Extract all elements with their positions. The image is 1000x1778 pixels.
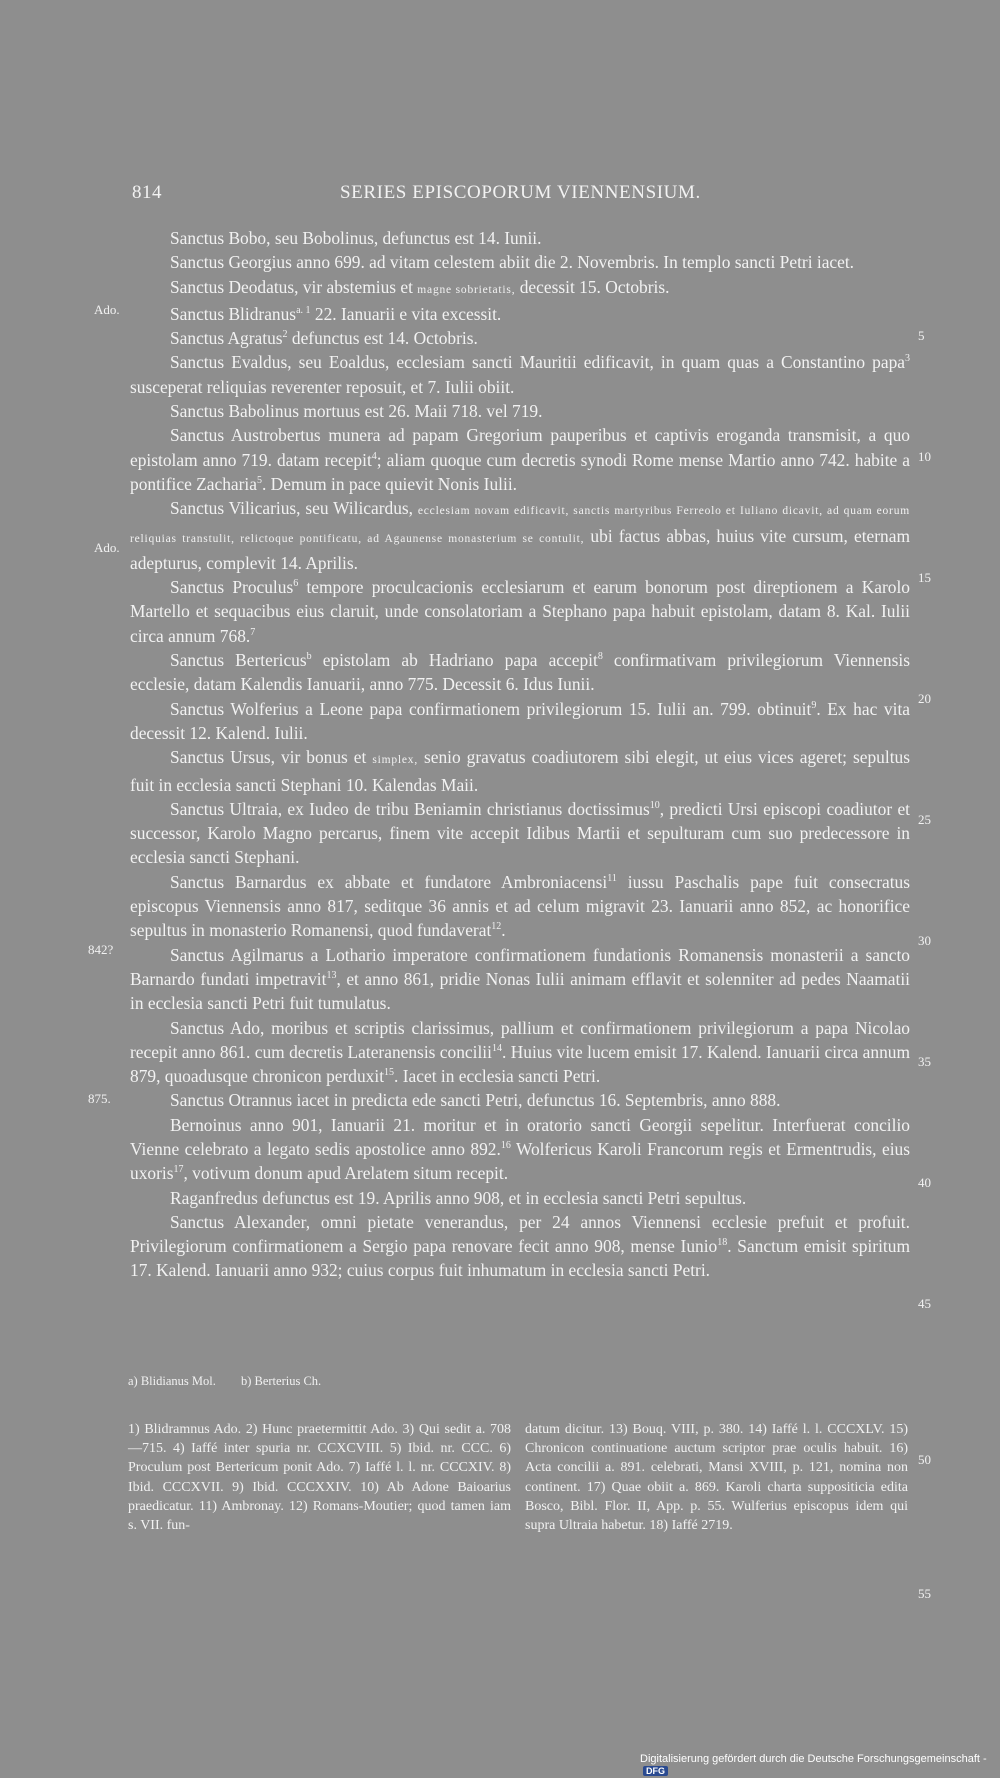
margin-note-ado-2: Ado. xyxy=(94,540,120,555)
paragraph: Raganfredus defunctus est 19. Aprilis anno 908, et in ecclesia sancti Petri sepultus. xyxy=(170,1187,747,1208)
critical-apparatus xyxy=(128,1374,343,1389)
line-number: 15 xyxy=(918,570,931,585)
apparatus-note-a: a) Blidianus Mol. xyxy=(128,1374,216,1388)
paragraph: Sanctus Babolinus mortuus est 26. Maii 718. vel 719. xyxy=(170,401,543,422)
line-number: 10 xyxy=(918,449,931,464)
paragraph: Sanctus Otrannus iacet in predicta ede sancti Petri, defunctus 16. Septembris, anno 888. xyxy=(170,1090,781,1111)
apparatus-note-b: b) Berterius Ch. xyxy=(240,1374,322,1388)
paragraph: Bernoinus anno 901, Ianuarii 21. moritur et in oratorio sancti Georgii sepelitur. Interfuerat concilio Vienne celebrato a legato sedis apostolice anno 892.16 Wolfericus Karoli Francorum regis et Ermentrudis, eius uxoris$^{17}$, votivum donum apud Arelatem situm recepit. xyxy=(130,1114,910,1184)
paragraph: Sanctus Vilicarius, seu Wilicardus, ecclesiam novam edificavit, sanctis martyribus Ferreolo et Iuliano dicavit, ad quam eorum reliquias transtulit, relictoque pontificatu, ad Agaunense monasterium se contulit, ubi factus abbas, huius vite cursum, eternam adepturus, complevit 14. Aprilis. xyxy=(130,498,910,573)
paragraph: Sanctus Alexander, omni pietate venerandus, per 24 annos Viennensi ecclesie prefuit et profuit. Privilegiorum confirmationem a Sergio papa renovare fecit anno 908, mense Iunio$^{18}$. Sanctum emisit spiritum 17. Kalend. Ianuarii anno 932; cuius corpus fuit inhumatum in ecclesia sancti Petri. xyxy=(130,1211,910,1281)
paragraph: Sanctus Proculus$^6$ tempore proculcacionis ecclesiarum et earum bonorum post direptionem a Karolo Martello et sequacibus eius claruit, unde consolatoriam a Stephano papa habuit epistolam, datam 8. Kal. Iulii circa annum 768.$^7$ xyxy=(130,577,910,646)
paragraph: Sanctus Deodatus, vir abstemius et magne sobrietatis, decessit 15. Octobris. xyxy=(170,276,670,297)
dfg-logo: DFG xyxy=(643,1766,668,1776)
line-number: 40 xyxy=(918,1175,931,1190)
line-number: 25 xyxy=(918,812,931,827)
main-text xyxy=(130,226,910,1283)
digitization-credit xyxy=(640,1753,1000,1777)
paragraph: Sanctus Ultraia, ex Iudeo de tribu Beniamin christianus doctissimus$^{10}$, predicti Ursi episcopi coadiutor et successor, Karolo Magno percarus, finem vite accepit Idibus Martii et sepulturam cum suo predecessore in ecclesia sancti Stephani. xyxy=(130,798,910,868)
paragraph: Sanctus Blidranus$^{a. 1}$ 22. Ianuarii e vita excessit. xyxy=(170,303,502,324)
credit-text: Digitalisierung gefördert durch die Deutsche Forschungsgemeinschaft - xyxy=(640,1753,987,1765)
running-title: SERIES EPISCOPORUM VIENNENSIUM. xyxy=(340,182,701,203)
paragraph: Sanctus Evaldus, seu Eoaldus, ecclesiam sancti Mauritii edificavit, in quam quas a Constantino papa$^3$ susceperat reliquias reverenter reposuit, et 7. Iulii obiit. xyxy=(130,352,910,397)
margin-note-year-842: 842? xyxy=(88,942,114,957)
line-number: 20 xyxy=(918,691,931,706)
line-number: 45 xyxy=(918,1296,931,1311)
paragraph: Sanctus Bobo, seu Bobolinus, defunctus est 14. Iunii. xyxy=(170,228,542,248)
footnotes xyxy=(128,1420,908,1535)
paragraph: Sanctus Barnardus ex abbate et fundatore Ambroniacensi$^{11}$ iussu Paschalis pape fuit consecratus episcopus Viennensis anno 817, seditque 36 annis et ad celum migravit 23. Ianuarii anno 852, ac honorifice sepultus in monasterio Romanensi, quod fundaverat$^{12}$. xyxy=(130,871,910,941)
paragraph: Sanctus Georgius anno 699. ad vitam celestem abiit die 2. Novembris. In templo sancti Petri iacet. xyxy=(170,252,855,273)
paragraph: Sanctus Bertericus$^b$ epistolam ab Hadriano papa accepit$^8$ confirmativam privilegiorum Viennensis ecclesie, datam Kalendis Ianuarii, anno 775. Decessit 6. Idus Iunii. xyxy=(130,650,910,695)
paragraph: Sanctus Ursus, vir bonus et simplex, senio gravatus coadiutorem sibi elegit, ut eius vices ageret; sepultus fuit in ecclesia sancti Stephani 10. Kalendas Maii. xyxy=(130,747,910,795)
line-number: 5 xyxy=(918,328,925,343)
footnotes-column-right: datum dicitur. 13) Bouq. VIII, p. 380. 14) Iaffé l. l. CCCXLV. 15) Chronicon continuatione auctum scriptor prae oculis habuit. 16) Acta concilii a. 891. celebrati, Mansi XVIII, p. 121, nomina non continent. 17) Quae obiit a. 869. Karoli charta suppositicia edita Bosco, Bibl. Flor. II, App. p. 55. Wulferius episcopus idem qui supra Ultraia habetur. 18) Iaffé 2719. xyxy=(525,1422,908,1534)
line-number: 50 xyxy=(918,1452,931,1467)
line-number: 35 xyxy=(918,1054,931,1069)
page-number: 814 xyxy=(132,182,162,203)
line-number: 30 xyxy=(918,933,931,948)
paragraph: Sanctus Ado, moribus et scriptis clarissimus, pallium et confirmationem privilegiorum a papa Nicolao recepit anno 861. cum decretis Lateranensis concilii$^{14}$. Huius vite lucem emisit 17. Kalend. Ianuarii circa annum 879, quoadusque chronicon perduxit$^{15}$. Iacet in ecclesia sancti Petri. xyxy=(130,1017,910,1087)
paragraph: Sanctus Austrobertus munera ad papam Gregorium pauperibus et captivis eroganda transmisit, a quo epistolam anno 719. datam recepit$^4$; aliam quoque cum decretis synodi Rome mense Martio anno 742. habite a pontifice Zacharia$^5$. Demum in pace quievit Nonis Iulii. xyxy=(130,425,910,494)
line-number: 55 xyxy=(918,1586,931,1601)
running-header xyxy=(0,182,1000,212)
margin-note-ado-1: Ado. xyxy=(94,302,120,317)
paragraph: Sanctus Agratus$^2$ defunctus est 14. Octobris. xyxy=(170,328,478,349)
margin-note-year-875: 875. xyxy=(88,1091,111,1106)
paragraph: Sanctus Agilmarus a Lothario imperatore confirmationem fundationis Romanensis monasterii a sancto Barnardo fundati impetravit$^{13}$, et anno 861, pridie Nonas Iulii animam efflavit et solenniter ad pedes Naamatii in ecclesia sancti Petri fuit tumulatus. xyxy=(130,944,910,1014)
footnotes-column-left: 1) Blidramnus Ado. 2) Hunc praetermittit Ado. 3) Qui sedit a. 708—715. 4) Iaffé inter spuria nr. CCXCVIII. 5) Ibid. nr. CCC. 6) Proculum post Bertericum ponit Ado. 7) Iaffé l. l. nr. CCCXIV. 8) Ibid. CCCXVII. 9) Ibid. CCCXXIV. 10) Ab Adone Baioarius praedicatur. 11) Ambronay. 12) Romans-Moutier; quod tamen iam s. VII. fun- xyxy=(128,1422,511,1534)
paragraph: Sanctus Wolferius a Leone papa confirmationem privilegiorum 15. Iulii an. 799. obtinuit$^9$. Ex hac vita decessit 12. Kalend. Iulii. xyxy=(130,698,911,743)
